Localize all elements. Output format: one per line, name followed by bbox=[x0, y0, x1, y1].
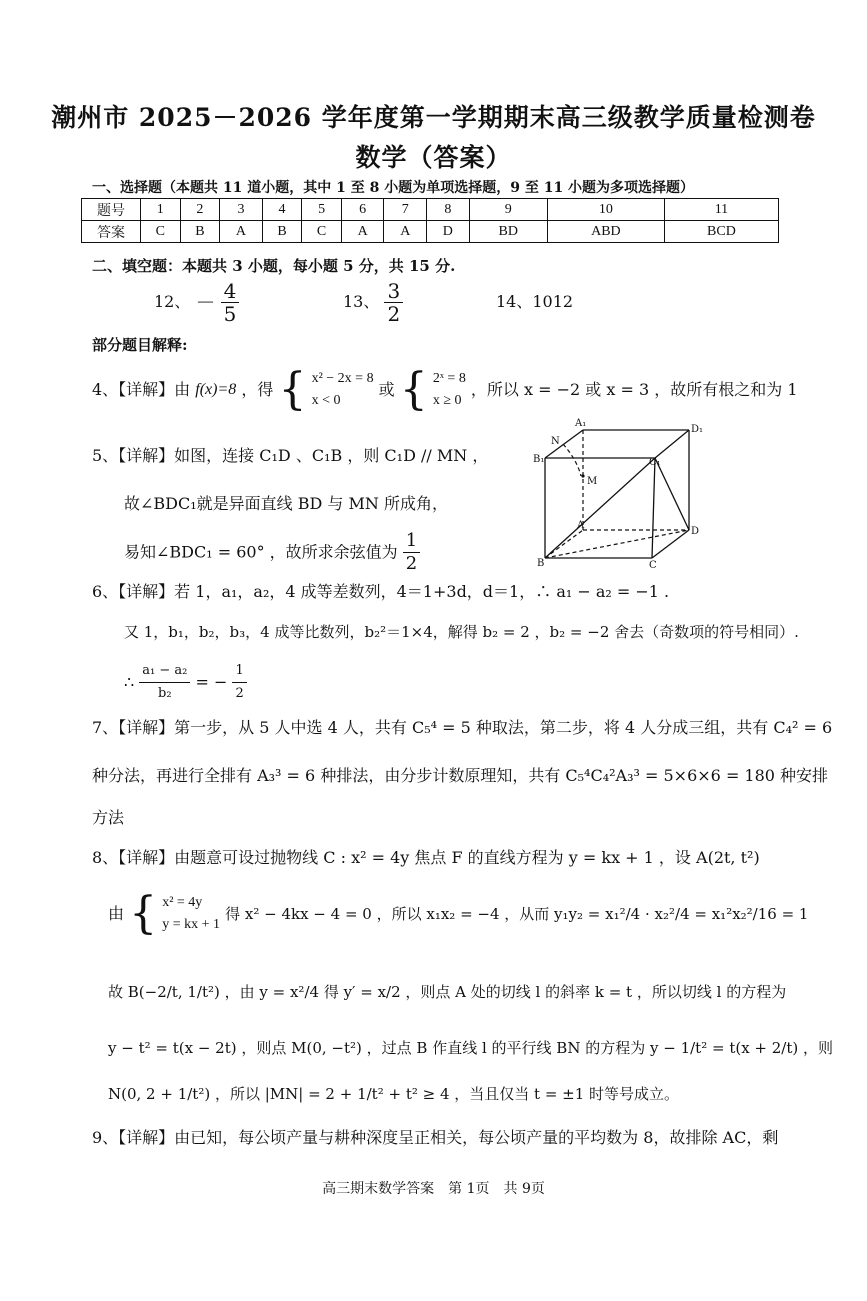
q8-line1: 8、【详解】由题意可设过抛物线 C : x² = 4y 焦点 F 的直线方程为 y = kx + 1 ，设 A(2t, t²) bbox=[92, 848, 760, 867]
fraction bbox=[403, 530, 420, 575]
fill-label: 12、 bbox=[154, 292, 191, 311]
q8-line5: N(0, 2 + 1/t²) ，所以 |MN| = 2 + 1/t² + t² ≥ 4 ，当且仅当 t = ±1 时等号成立。 bbox=[108, 1085, 680, 1103]
label-M: M bbox=[587, 476, 598, 487]
brace: { bbox=[399, 364, 428, 415]
label-D: D bbox=[691, 526, 700, 537]
cube-figure bbox=[525, 412, 725, 572]
table-cell: 6 bbox=[341, 199, 384, 221]
numerator: 1 bbox=[403, 530, 420, 553]
table-cell: 7 bbox=[384, 199, 427, 221]
label-B: B bbox=[537, 558, 545, 569]
table-cell: 10 bbox=[547, 199, 664, 221]
brace: { bbox=[278, 364, 307, 415]
table-cell: C bbox=[141, 221, 181, 243]
label-A1: A₁ bbox=[575, 418, 587, 429]
table-cell: ABD bbox=[547, 221, 664, 243]
denominator: 2 bbox=[405, 553, 418, 574]
fill-answer-13 bbox=[343, 280, 403, 325]
equation-system bbox=[433, 368, 466, 412]
q6-line3 bbox=[124, 660, 247, 705]
equation: y = kx + 1 bbox=[162, 917, 220, 932]
q9-line1: 9、【详解】由已知，每公顷产量与耕种深度呈正相关，每公顷产量的平均数为 8，故排除 AC，剩 bbox=[92, 1128, 779, 1147]
fraction bbox=[221, 280, 240, 325]
q6-line1: 6、【详解】若 1，a₁，a₂，4 成等差数列，4＝1+3d，d＝1，∴ a₁ − a₂ = −1 . bbox=[92, 582, 670, 601]
equation: x² = 4y bbox=[162, 895, 203, 910]
q8-line4: y − t² = t(x − 2t) ，则点 M(0, −t²) ，过点 B 作直线 l 的平行线 BN 的方程为 y − 1/t² = t(x + 2/t) ，则 bbox=[108, 1039, 834, 1057]
table-row bbox=[82, 221, 779, 243]
table-cell: 2 bbox=[180, 199, 220, 221]
q7-line2: 种分法，再进行全排有 A₃³ = 6 种排法，由分步计数原理知，共有 C₅⁴C₄²A₃³ = 5×6×6 = 180 种安排 bbox=[92, 766, 829, 785]
table-cell: 题号 bbox=[82, 199, 141, 221]
table-cell: BD bbox=[469, 221, 547, 243]
fill-answer-14: 14、1012 bbox=[496, 292, 574, 311]
label-D1: D₁ bbox=[691, 424, 704, 435]
table-cell: B bbox=[180, 221, 220, 243]
table-cell: D bbox=[427, 221, 470, 243]
fill-label: 13、 bbox=[343, 292, 380, 311]
equation: 2ˣ = 8 bbox=[432, 371, 466, 386]
table-row bbox=[82, 199, 779, 221]
table-cell: A bbox=[384, 221, 427, 243]
table-cell: 5 bbox=[302, 199, 342, 221]
text: 4、【详解】由 bbox=[92, 380, 191, 399]
q6-line2: 又 1，b₁，b₂，b₃，4 成等比数列，b₂²＝1×4，解得 b₂ = 2 ，b₂ = −2 舍去（奇数项的符号相同）. bbox=[124, 623, 799, 641]
label-B1: B₁ bbox=[533, 454, 545, 465]
fill-sign: － bbox=[195, 290, 216, 315]
q8-line3: 故 B(−2/t, 1/t²) ，由 y = x²/4 得 y′ = x/2 ，则点 A 处的切线 l 的斜率 k = t ，所以切线 l 的方程为 bbox=[108, 983, 787, 1001]
text: ，所以 x = −2 或 x = 3 ，故所有根之和为 1 bbox=[470, 380, 798, 399]
table-cell: BCD bbox=[664, 221, 778, 243]
label-A: A bbox=[577, 520, 585, 531]
numerator: 4 bbox=[221, 280, 240, 303]
section-explain-heading: 部分题目解释: bbox=[92, 336, 188, 354]
q5-line3 bbox=[124, 530, 420, 575]
q5-line1: 5、【详解】如图，连接 C₁D 、C₁B ，则 C₁D // MN ， bbox=[92, 446, 489, 465]
text: ∴ bbox=[124, 672, 135, 692]
equation-system bbox=[312, 368, 374, 412]
formula: f(x)=8 bbox=[195, 381, 237, 398]
table-cell: 3 bbox=[220, 199, 263, 221]
text: 得 x² − 4kx − 4 = 0 ，所以 x₁x₂ = −4 ，从而 y₁y₂ = x₁²/4 · x₂²/4 = x₁²x₂²/16 = 1 bbox=[225, 905, 809, 923]
fraction bbox=[232, 660, 246, 705]
table-cell: 9 bbox=[469, 199, 547, 221]
table-cell: 11 bbox=[664, 199, 778, 221]
q7-line1: 7、【详解】第一步，从 5 人中选 4 人，共有 C₅⁴ = 5 种取法，第二步，将 4 人分成三组，共有 C₄² = 6 bbox=[92, 718, 833, 737]
fraction bbox=[139, 660, 190, 705]
fraction bbox=[384, 280, 403, 325]
q7-line3: 方法 bbox=[92, 808, 125, 827]
text: 易知∠BDC₁ = 60° ，故所求余弦值为 bbox=[124, 542, 398, 562]
table-cell: 答案 bbox=[82, 221, 141, 243]
equation: x² − 2x = 8 bbox=[311, 371, 374, 386]
equation: x ≥ 0 bbox=[432, 393, 462, 408]
page-footer: 高三期末数学答案 第 1页 共 9页 bbox=[322, 1181, 545, 1197]
table-cell: 1 bbox=[141, 199, 181, 221]
denominator: b₂ bbox=[158, 686, 172, 701]
answer-table bbox=[81, 198, 779, 243]
page-title: 潮州市 2025－2026 学年度第一学期期末高三级教学质量检测卷 bbox=[51, 103, 816, 132]
numerator: 1 bbox=[232, 660, 246, 683]
table-cell: 8 bbox=[427, 199, 470, 221]
equation: x < 0 bbox=[311, 393, 341, 408]
text: 或 bbox=[378, 380, 395, 399]
table-cell: B bbox=[262, 221, 302, 243]
equation-system bbox=[162, 892, 220, 936]
text: ，得 bbox=[241, 380, 274, 399]
text: 由 bbox=[108, 904, 125, 923]
q8-line2 bbox=[108, 888, 809, 942]
q4-explanation bbox=[92, 364, 798, 418]
denominator: 2 bbox=[235, 686, 244, 701]
numerator: 3 bbox=[384, 280, 403, 303]
table-cell: 4 bbox=[262, 199, 302, 221]
q5-line2: 故∠BDC₁就是异面直线 BD 与 MN 所成角， bbox=[124, 494, 448, 513]
section-fill-heading: 二、填空题：本题共 3 小题，每小题 5 分，共 15 分. bbox=[92, 257, 456, 275]
section-choice-heading: 一、选择题（本题共 11 道小题，其中 1 至 8 小题为单项选择题，9 至 11 小题为多项选择题） bbox=[92, 180, 695, 196]
label-C: C bbox=[649, 560, 657, 571]
denominator: 5 bbox=[223, 302, 237, 326]
brace: { bbox=[129, 888, 158, 939]
fill-answer-12 bbox=[154, 280, 239, 325]
numerator: a₁ − a₂ bbox=[139, 660, 190, 683]
page-subtitle: 数学（答案） bbox=[355, 143, 512, 172]
table-cell: A bbox=[220, 221, 263, 243]
denominator: 2 bbox=[387, 302, 401, 326]
table-cell: C bbox=[302, 221, 342, 243]
text: = − bbox=[195, 672, 228, 692]
table-cell: A bbox=[341, 221, 384, 243]
label-C1: C₁ bbox=[649, 457, 661, 468]
label-N: N bbox=[551, 436, 560, 447]
